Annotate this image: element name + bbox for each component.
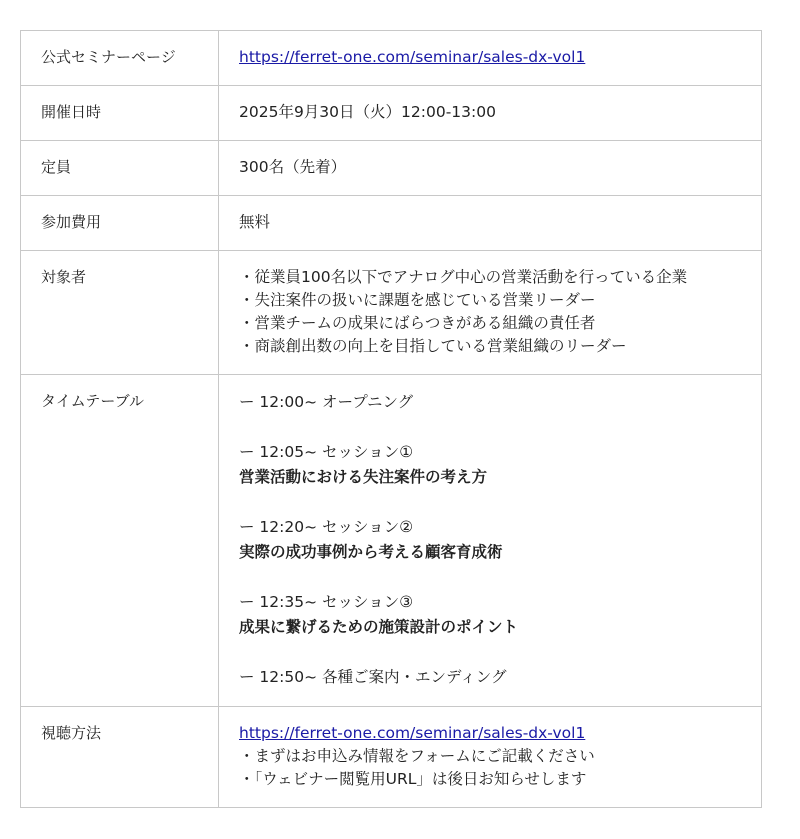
- target-label: 対象者: [21, 251, 219, 375]
- timetable-session-title: 成果に繋げるための施策設計のポイント: [239, 618, 519, 636]
- fee-value: 無料: [219, 196, 762, 251]
- viewing-cell: [219, 707, 762, 808]
- timetable-session-title: 実際の成功事例から考える顧客育成術: [239, 543, 503, 561]
- timetable-list: [219, 375, 762, 707]
- table-row: [21, 251, 762, 375]
- timetable-time: ー 12:50~ 各種ご案内・エンディング: [239, 668, 507, 686]
- viewing-note: ・「ウェビナー閲覧用URL」は後日お知らせします: [239, 770, 587, 788]
- viewing-note: ・まずはお申込み情報をフォームにご記載ください: [239, 747, 595, 765]
- target-item: ・営業チームの成果にばらつきがある組織の責任者: [239, 314, 596, 332]
- timetable-time: ー 12:20~ セッション②: [239, 518, 414, 536]
- timetable-session-title: 営業活動における失注案件の考え方: [239, 468, 488, 486]
- capacity-value: 300名（先着）: [219, 141, 762, 196]
- table-row: [21, 141, 762, 196]
- capacity-label: 定員: [21, 141, 219, 196]
- target-item: ・従業員100名以下でアナログ中心の営業活動を行っている企業: [239, 268, 688, 286]
- timetable-label: タイムテーブル: [21, 375, 219, 707]
- timetable-time: ー 12:00~ オープニング: [239, 393, 414, 411]
- timetable-time: ー 12:05~ セッション①: [239, 443, 414, 461]
- table-row: [21, 196, 762, 251]
- target-item: ・失注案件の扱いに課題を感じている営業リーダー: [239, 291, 596, 309]
- seminar-page-cell: [219, 31, 762, 86]
- table-row: [21, 375, 762, 707]
- fee-label: 参加費用: [21, 196, 219, 251]
- timetable-time: ー 12:35~ セッション③: [239, 593, 414, 611]
- viewing-label: 視聴方法: [21, 707, 219, 808]
- seminar-page-link[interactable]: https://ferret-one.com/seminar/sales-dx-vol1: [239, 48, 586, 66]
- date-label: 開催日時: [21, 86, 219, 141]
- viewing-link[interactable]: https://ferret-one.com/seminar/sales-dx-vol1: [239, 724, 586, 742]
- table-row: [21, 86, 762, 141]
- seminar-info-table: [20, 30, 762, 808]
- table-row: [21, 707, 762, 808]
- seminar-page-label: 公式セミナーページ: [21, 31, 219, 86]
- target-item: ・商談創出数の向上を目指している営業組織のリーダー: [239, 337, 627, 355]
- target-list: [219, 251, 762, 375]
- date-value: 2025年9月30日（火）12:00-13:00: [219, 86, 762, 141]
- table-row: [21, 31, 762, 86]
